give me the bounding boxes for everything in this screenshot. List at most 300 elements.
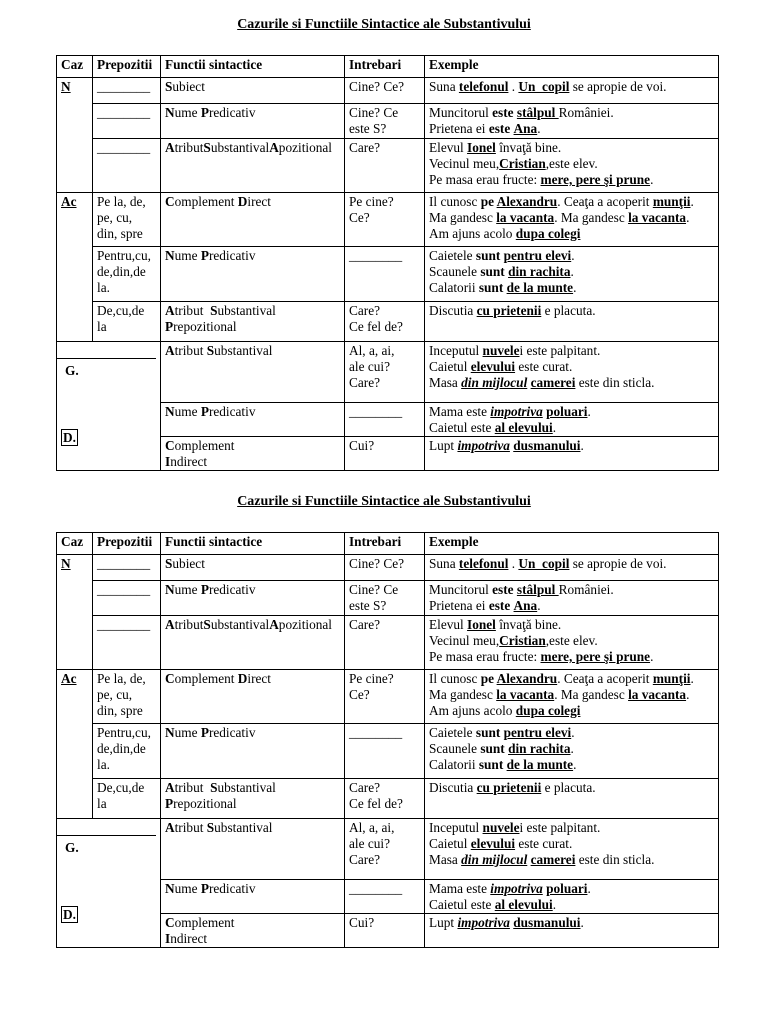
text-segment: i este palpitant. <box>519 343 601 358</box>
text-segment: Ma gandesc <box>429 687 497 702</box>
text-segment: . <box>573 280 577 295</box>
cell-line <box>165 671 340 687</box>
text-segment: munţii <box>652 671 691 686</box>
text-segment: la vacanta <box>496 687 555 702</box>
intrebari-cell <box>345 670 425 724</box>
text-segment: mere, pere şi prune <box>540 172 651 187</box>
text-segment: redicativ <box>208 105 256 120</box>
cell-line <box>429 194 714 210</box>
cell-line <box>429 79 714 95</box>
cell-line <box>97 248 156 264</box>
text-segment: sunt <box>475 248 501 263</box>
cell-line <box>429 836 714 852</box>
cell-line <box>97 140 156 156</box>
text-segment: . <box>650 172 654 187</box>
text-segment: Pentru,cu, <box>97 725 151 740</box>
functie-cell <box>161 914 345 948</box>
cell-line <box>349 303 420 319</box>
text-segment: A <box>269 617 279 632</box>
text-segment: Scaunele <box>429 741 481 756</box>
text-segment: C <box>165 194 175 209</box>
text-segment: Ce fel de? <box>349 319 403 334</box>
text-segment: P <box>200 582 209 597</box>
text-segment: Muncitorul <box>429 582 493 597</box>
prepozitii-cell <box>93 555 161 581</box>
text-segment: ubiect <box>172 79 205 94</box>
text-segment: S <box>210 780 218 795</box>
text-segment: Caietul este <box>429 897 495 912</box>
text-segment: ________ <box>97 79 151 94</box>
text-segment: Alexandru <box>496 671 558 686</box>
text-segment: redicativ <box>208 725 256 740</box>
text-segment: Lupt <box>429 438 458 453</box>
text-segment: Calatorii <box>429 757 479 772</box>
text-segment: elevului <box>470 359 516 374</box>
functie-cell <box>161 779 345 819</box>
functie-cell <box>161 403 345 437</box>
text-segment: Ce? <box>349 210 370 225</box>
text-segment: I <box>165 454 171 469</box>
functie-cell <box>161 724 345 779</box>
intrebari-cell <box>345 914 425 948</box>
cell-line <box>165 881 340 897</box>
intrebari-cell <box>345 139 425 193</box>
cell-line <box>429 556 714 572</box>
text-segment: Elevul <box>429 617 468 632</box>
cell-line <box>349 121 420 137</box>
text-segment: din, spre <box>97 703 143 718</box>
text-segment: tribut <box>174 140 204 155</box>
cell-line <box>97 703 156 719</box>
functie-cell <box>161 437 345 471</box>
text-segment: ale cui? <box>349 359 390 374</box>
exemple-cell <box>425 670 719 724</box>
exemple-cell <box>425 302 719 342</box>
cell-line <box>165 617 340 633</box>
text-segment: telefonul <box>458 556 509 571</box>
table-row <box>57 139 719 193</box>
intrebari-cell <box>345 437 425 471</box>
cell-line <box>349 438 420 454</box>
text-segment: . <box>686 687 690 702</box>
prepozitii-cell <box>93 247 161 302</box>
cell-line <box>165 438 340 454</box>
text-segment: Caietul <box>429 836 471 851</box>
text-segment: . <box>571 248 575 263</box>
header-intrebari: Intrebari <box>345 56 425 78</box>
text-segment: Al, a, ai, <box>349 820 395 835</box>
intrebari-cell <box>345 302 425 342</box>
prepozitii-cell <box>93 78 161 104</box>
text-segment: . <box>686 210 690 225</box>
text-segment: Suna <box>429 79 459 94</box>
exemple-cell <box>425 914 719 948</box>
cell-line <box>165 194 340 210</box>
header-intrebari: Intrebari <box>345 533 425 555</box>
cell-line <box>429 780 714 796</box>
text-segment: impotriva <box>490 404 543 419</box>
table-row <box>57 78 719 104</box>
text-segment: . Ma gandesc <box>554 210 629 225</box>
text-segment: . <box>552 420 557 435</box>
text-segment: . <box>690 194 694 209</box>
text-segment: A <box>165 780 175 795</box>
exemple-cell <box>425 78 719 104</box>
functie-cell <box>161 139 345 193</box>
text-segment: Ma gandesc <box>429 210 497 225</box>
cell-line <box>349 915 420 931</box>
text-segment: S <box>206 343 215 358</box>
text-segment: Mama este <box>429 881 491 896</box>
prepozitii-cell <box>93 616 161 670</box>
functie-cell <box>161 819 345 880</box>
prepozitii-cell <box>93 193 161 247</box>
text-segment: este curat. <box>515 836 573 851</box>
text-segment: tribut <box>174 820 207 835</box>
functie-cell <box>161 247 345 302</box>
text-segment: se apropie de voi. <box>569 79 667 94</box>
text-segment: D <box>237 194 248 209</box>
text-segment: irect <box>247 671 271 686</box>
page-title-text: Cazurile si Functiile Sintactice ale Substantivului <box>237 17 531 32</box>
cases-table <box>56 55 719 471</box>
cell-line <box>165 915 340 931</box>
cell-line <box>429 226 714 242</box>
text-segment: Prietena ei <box>429 598 489 613</box>
text-segment: redicativ <box>208 248 256 263</box>
functie-cell <box>161 670 345 724</box>
text-segment: de la munte <box>506 757 574 772</box>
header-caz: Caz <box>57 533 93 555</box>
text-segment: mere, pere şi prune <box>540 649 651 664</box>
text-segment: pe, cu, <box>97 687 133 702</box>
caz-cell <box>57 555 93 670</box>
cell-line <box>429 140 714 156</box>
text-segment: P <box>200 881 209 896</box>
prepozitii-cell <box>93 779 161 819</box>
caz-cell <box>57 819 161 948</box>
cell-line <box>97 796 156 812</box>
functie-cell <box>161 555 345 581</box>
text-segment: Un_copil <box>518 556 570 571</box>
intrebari-cell <box>345 193 425 247</box>
table-row <box>57 819 719 880</box>
cell-line <box>429 852 714 868</box>
cell-line <box>349 582 420 598</box>
text-segment: la <box>97 319 107 334</box>
table-row <box>57 104 719 139</box>
table-row <box>57 342 719 403</box>
cell-line <box>429 172 714 188</box>
cell-line <box>429 264 714 280</box>
table-header-row <box>57 56 719 78</box>
cell-line <box>349 687 420 703</box>
cell-line <box>97 671 156 687</box>
text-segment: Ionel <box>467 140 496 155</box>
text-segment: . <box>537 121 541 136</box>
intrebari-cell <box>345 78 425 104</box>
text-segment: . <box>571 725 575 740</box>
cell-line <box>349 617 420 633</box>
text-segment: ume <box>174 582 201 597</box>
cell-line <box>429 703 714 719</box>
text-segment: omplement <box>174 671 238 686</box>
text-segment: este <box>492 582 514 597</box>
text-segment: C <box>165 671 175 686</box>
text-segment: . Ceaţa a acoperit <box>557 671 653 686</box>
text-segment: Cui? <box>349 438 375 453</box>
text-segment: pozitional <box>278 140 332 155</box>
cell-line <box>429 897 714 913</box>
text-segment: este curat. <box>515 359 573 374</box>
exemple-cell <box>425 247 719 302</box>
exemple-cell <box>425 779 719 819</box>
text-segment: . <box>573 757 577 772</box>
text-segment: la. <box>97 280 110 295</box>
cell-line <box>165 931 340 947</box>
text-segment: De,cu,de <box>97 303 145 318</box>
exemple-cell <box>425 819 719 880</box>
cell-line <box>165 79 340 95</box>
cell-line <box>349 852 420 868</box>
header-prepozitii: Prepozitii <box>93 533 161 555</box>
text-segment: omplement <box>174 915 235 930</box>
cell-line <box>429 741 714 757</box>
text-segment: De,cu,de <box>97 780 145 795</box>
text-segment: ________ <box>97 556 151 571</box>
text-segment: Caietele <box>429 725 476 740</box>
text-segment: Caietul este <box>429 420 495 435</box>
cell-line <box>349 140 420 156</box>
cell-line <box>97 319 156 335</box>
text-segment: al elevului <box>494 420 553 435</box>
text-segment: telefonul <box>458 79 509 94</box>
text-segment: la vacanta <box>496 210 555 225</box>
text-segment: Cine? Ce <box>349 582 399 597</box>
text-segment: Masa <box>429 375 462 390</box>
table-row <box>57 193 719 247</box>
case-label: Ac <box>61 671 77 686</box>
table-row <box>57 302 719 342</box>
prepozitii-cell <box>93 139 161 193</box>
text-segment: ume <box>174 105 201 120</box>
functie-cell <box>161 880 345 914</box>
text-segment: . <box>552 897 557 912</box>
text-segment: Care? <box>349 780 381 795</box>
cell-line <box>97 79 156 95</box>
text-segment: Suna <box>429 556 459 571</box>
cell-line <box>165 343 340 359</box>
cell-line <box>349 780 420 796</box>
text-segment: tribut <box>174 780 211 795</box>
text-segment: Caietele <box>429 248 476 263</box>
caz-cell <box>57 193 93 342</box>
header-exemple: Exemple <box>425 56 719 78</box>
cell-line <box>429 649 714 665</box>
text-segment: ndirect <box>170 931 208 946</box>
cell-line <box>165 105 340 121</box>
text-segment: dupa colegi <box>515 226 581 241</box>
cell-line <box>349 343 420 359</box>
cell-line <box>429 820 714 836</box>
exemple-cell <box>425 437 719 471</box>
text-segment: ________ <box>349 404 403 419</box>
cell-line <box>429 598 714 614</box>
case-label: D. <box>63 907 76 922</box>
text-segment: S <box>165 556 173 571</box>
text-segment: P <box>165 796 174 811</box>
text-segment: N <box>165 725 175 740</box>
text-segment: Prietena ei <box>429 121 489 136</box>
divider-line <box>57 835 156 836</box>
text-segment: ubstantival <box>217 303 276 318</box>
cell-line <box>165 454 340 470</box>
text-segment: Calatorii <box>429 280 479 295</box>
text-segment: Cine? Ce? <box>349 79 405 94</box>
intrebari-cell <box>345 247 425 302</box>
cell-line <box>165 556 340 572</box>
text-segment: . <box>508 79 519 94</box>
cell-line <box>429 420 714 436</box>
cell-line <box>165 582 340 598</box>
exemple-cell <box>425 581 719 616</box>
text-segment: Care? <box>349 617 381 632</box>
cell-line <box>429 633 714 649</box>
cell-line <box>165 140 340 156</box>
text-segment: ndirect <box>170 454 208 469</box>
text-segment: ________ <box>97 140 151 155</box>
case-label: G. <box>65 363 79 378</box>
text-segment: Vecinul meu, <box>429 633 500 648</box>
text-segment: N <box>165 582 175 597</box>
text-segment: din mijlocul <box>461 852 528 867</box>
text-segment: stâlpul <box>516 582 559 597</box>
prepozitii-cell <box>93 581 161 616</box>
text-segment: Mama este <box>429 404 491 419</box>
cell-line <box>97 725 156 741</box>
text-segment: la vacanta <box>628 687 687 702</box>
text-segment: din rachita <box>508 741 571 756</box>
cell-line <box>429 757 714 773</box>
text-segment: tribut <box>174 343 207 358</box>
cell-line <box>349 105 420 121</box>
text-segment: ________ <box>97 105 151 120</box>
exemple-cell <box>425 880 719 914</box>
page-title <box>0 494 768 510</box>
prepozitii-cell <box>93 724 161 779</box>
text-segment: Ce? <box>349 687 370 702</box>
text-segment: impotriva <box>457 438 510 453</box>
cell-line <box>165 780 340 796</box>
cell-line <box>349 248 420 264</box>
text-segment: Am ajuns acolo <box>429 703 516 718</box>
cell-line <box>97 741 156 757</box>
text-segment: este din sticla. <box>575 852 655 867</box>
exemple-cell <box>425 342 719 403</box>
text-segment: Ionel <box>467 617 496 632</box>
text-segment: N <box>165 105 175 120</box>
text-segment: Cui? <box>349 915 375 930</box>
text-segment: ________ <box>97 617 151 632</box>
text-segment: din mijlocul <box>461 375 528 390</box>
text-segment: redicativ <box>208 881 256 896</box>
intrebari-cell <box>345 779 425 819</box>
text-segment: din, spre <box>97 226 143 241</box>
cell-line <box>165 319 340 335</box>
text-segment: ubstantival <box>217 780 276 795</box>
text-segment: poluari <box>546 881 588 896</box>
cell-line <box>97 105 156 121</box>
header-functii-sintactice: Functii sintactice <box>161 56 345 78</box>
text-segment: este <box>492 105 514 120</box>
text-segment: Ana <box>513 121 538 136</box>
cell-line <box>429 121 714 137</box>
cell-line <box>349 210 420 226</box>
table-row <box>57 670 719 724</box>
cell-line <box>97 280 156 296</box>
text-segment: de,din,de <box>97 264 146 279</box>
cell-line <box>429 375 714 391</box>
text-segment: P <box>200 105 209 120</box>
text-segment: ume <box>174 248 201 263</box>
text-segment: stâlpul <box>516 105 559 120</box>
text-segment: este din sticla. <box>575 375 655 390</box>
text-segment: . <box>580 438 584 453</box>
text-segment: ________ <box>97 582 151 597</box>
cell-line <box>429 303 714 319</box>
text-segment: Vecinul meu, <box>429 156 500 171</box>
text-segment: dusmanului <box>513 915 581 930</box>
text-segment: ume <box>174 404 201 419</box>
text-segment: Ce fel de? <box>349 796 403 811</box>
text-segment: la <box>97 796 107 811</box>
table-row <box>57 247 719 302</box>
text-segment: D <box>237 671 248 686</box>
text-segment: A <box>165 140 175 155</box>
cell-line <box>165 820 340 836</box>
exemple-cell <box>425 139 719 193</box>
text-segment: e placuta. <box>541 303 596 318</box>
text-segment: omplement <box>174 438 235 453</box>
intrebari-cell <box>345 581 425 616</box>
functie-cell <box>161 581 345 616</box>
text-segment: ,este elev. <box>545 633 598 648</box>
text-segment: Cine? Ce? <box>349 556 405 571</box>
text-segment: nuvele <box>482 343 520 358</box>
cell-line <box>97 556 156 572</box>
cell-line <box>349 671 420 687</box>
text-segment: României. <box>558 582 614 597</box>
text-segment: C <box>165 438 175 453</box>
text-segment: S <box>210 303 218 318</box>
cell-line <box>349 881 420 897</box>
intrebari-cell <box>345 616 425 670</box>
text-segment: la. <box>97 757 110 772</box>
text-segment: cu prietenii <box>476 303 542 318</box>
text-segment: A <box>165 820 175 835</box>
text-segment: Pe la, de, <box>97 671 146 686</box>
text-segment: Elevul <box>429 140 468 155</box>
cell-line <box>165 248 340 264</box>
cell-line <box>97 687 156 703</box>
functie-cell <box>161 78 345 104</box>
text-segment: I <box>165 931 171 946</box>
header-prepozitii: Prepozitii <box>93 56 161 78</box>
text-segment: . <box>570 264 574 279</box>
text-segment: de la munte <box>506 280 574 295</box>
case-label: D. <box>63 430 76 445</box>
text-segment: poluari <box>546 404 588 419</box>
